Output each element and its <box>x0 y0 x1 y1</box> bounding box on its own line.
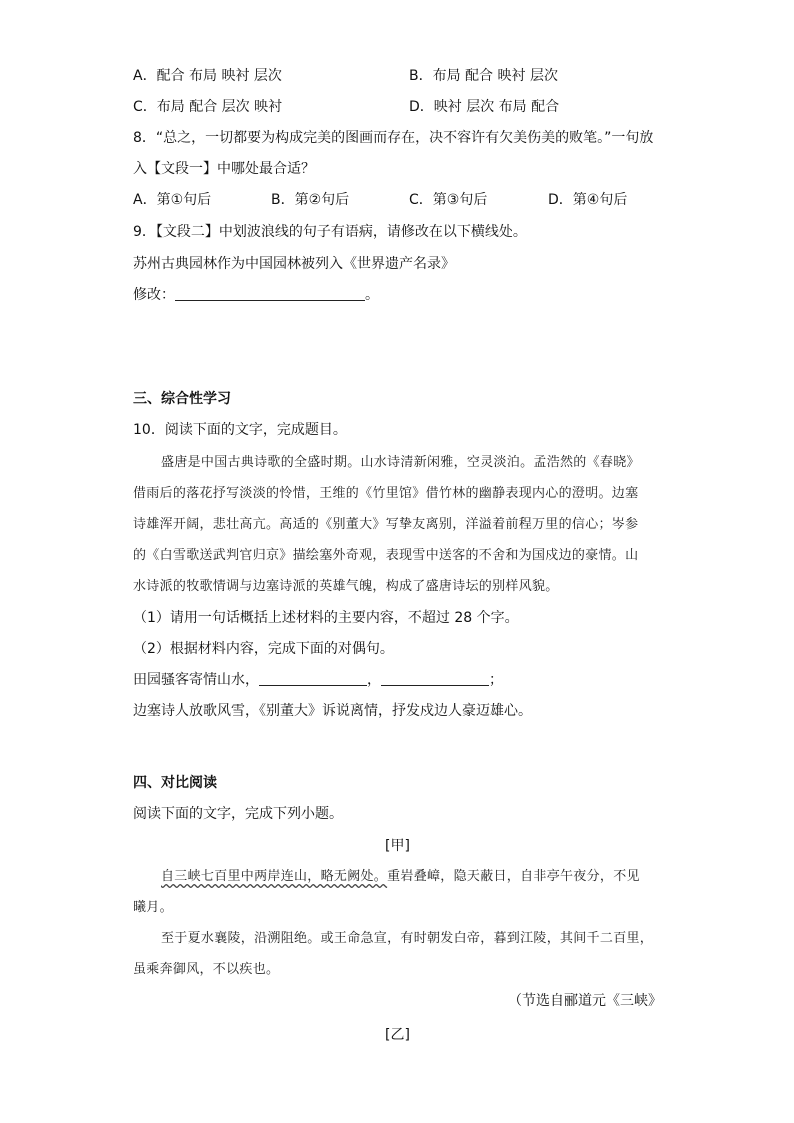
q9-answer-blank[interactable] <box>175 286 365 301</box>
q8-option-a[interactable]: A．第①句后 <box>133 192 212 208</box>
q9-sentence: 苏州古典园林作为中国园林被列入《世界遗产名录》 <box>133 256 455 272</box>
passage-line-3: 诗雄浑开阔，悲壮高亢。高适的《别董大》写挚友离别，洋溢着前程万里的信心；岑参 <box>133 517 639 532</box>
jia-para2-line1: 至于夏水襄陵，沿溯阻绝。或王命急宣，有时朝发白帝，暮到江陵，其间千二百里， <box>161 931 654 946</box>
passage-line-4: 的《白雪歌送武判官归京》描绘塞外奇观，表现雪中送客的不舍和为国戍边的豪情。山 <box>133 548 639 563</box>
q7-option-a[interactable]: A．配合 布局 映衬 层次 <box>133 68 282 84</box>
couplet-line-1 <box>133 670 503 690</box>
q9-fix-row <box>133 285 379 305</box>
jia-source: （节选自郦道元《三峡》 <box>508 993 662 1009</box>
jia-label: [甲] <box>385 838 410 854</box>
passage-line-2: 借雨后的落花抒写淡淡的怜惜，王维的《竹里馆》借竹林的幽静表现内心的澄明。边塞 <box>133 486 639 501</box>
q8-option-d[interactable]: D．第④句后 <box>548 192 628 208</box>
couplet-blank-1[interactable] <box>259 671 367 686</box>
q7-option-d[interactable]: D．映衬 层次 布局 配合 <box>409 99 560 115</box>
q10-sub1: （1）请用一句话概括上述材料的主要内容，不超过 28 个字。 <box>133 610 519 626</box>
jia-para1-line1 <box>161 867 640 887</box>
couplet1-mid: ， <box>367 672 381 688</box>
couplet-blank-2[interactable] <box>381 671 489 686</box>
q9-fix-label: 修改： <box>133 287 175 303</box>
couplet1-end: ； <box>489 672 503 688</box>
q8-stem-line2: 入【文段一】中哪处最合适？ <box>133 161 315 177</box>
q7-option-b[interactable]: B．布局 配合 映衬 层次 <box>409 68 558 84</box>
jia-para2-line2: 虽乘奔御风，不以疾也。 <box>133 962 280 977</box>
jia-para1-rest: 重岩叠嶂，隐天蔽日，自非亭午夜分，不见 <box>387 869 640 884</box>
passage-line-5: 水诗派的牧歌情调与边塞诗派的英雄气魄，构成了盛唐诗坛的别样风貌。 <box>133 579 559 594</box>
q8-stem-line1: 8．“总之，一切都要为构成完美的图画而存在，决不容许有欠美伤美的败笔。”一句放 <box>133 130 654 146</box>
yi-label: [乙] <box>385 1027 410 1043</box>
q9-stem: 9．【文段二】中划波浪线的句子有语病，请修改在以下横线处。 <box>133 224 527 240</box>
couplet1-start: 田园骚客寄情山水， <box>133 672 259 688</box>
section4-title: 四、对比阅读 <box>133 775 217 791</box>
jia-underlined-sentence: 自三峡七百里中两岸连山，略无阙处。 <box>161 869 388 884</box>
q8-option-b[interactable]: B．第②句后 <box>271 192 350 208</box>
q7-option-c[interactable]: C．布局 配合 层次 映衬 <box>133 99 283 115</box>
section3-title: 三、综合性学习 <box>133 391 231 407</box>
couplet-line-2: 边塞诗人放歌风雪，《别董大》诉说离情，抒发戍边人豪迈雄心。 <box>133 703 532 719</box>
q9-fix-end: 。 <box>365 287 379 303</box>
q8-option-c[interactable]: C．第③句后 <box>409 192 488 208</box>
jia-para1-line2: 曦月。 <box>133 900 173 915</box>
q10-sub2: （2）根据材料内容，完成下面的对偶句。 <box>133 641 394 657</box>
passage-line-1: 盛唐是中国古典诗歌的全盛时期。山水诗清新闲雅，空灵淡泊。孟浩然的《春晓》 <box>161 455 640 470</box>
section4-intro: 阅读下面的文字，完成下列小题。 <box>133 806 343 822</box>
q10-stem: 10．阅读下面的文字，完成题目。 <box>133 422 347 438</box>
